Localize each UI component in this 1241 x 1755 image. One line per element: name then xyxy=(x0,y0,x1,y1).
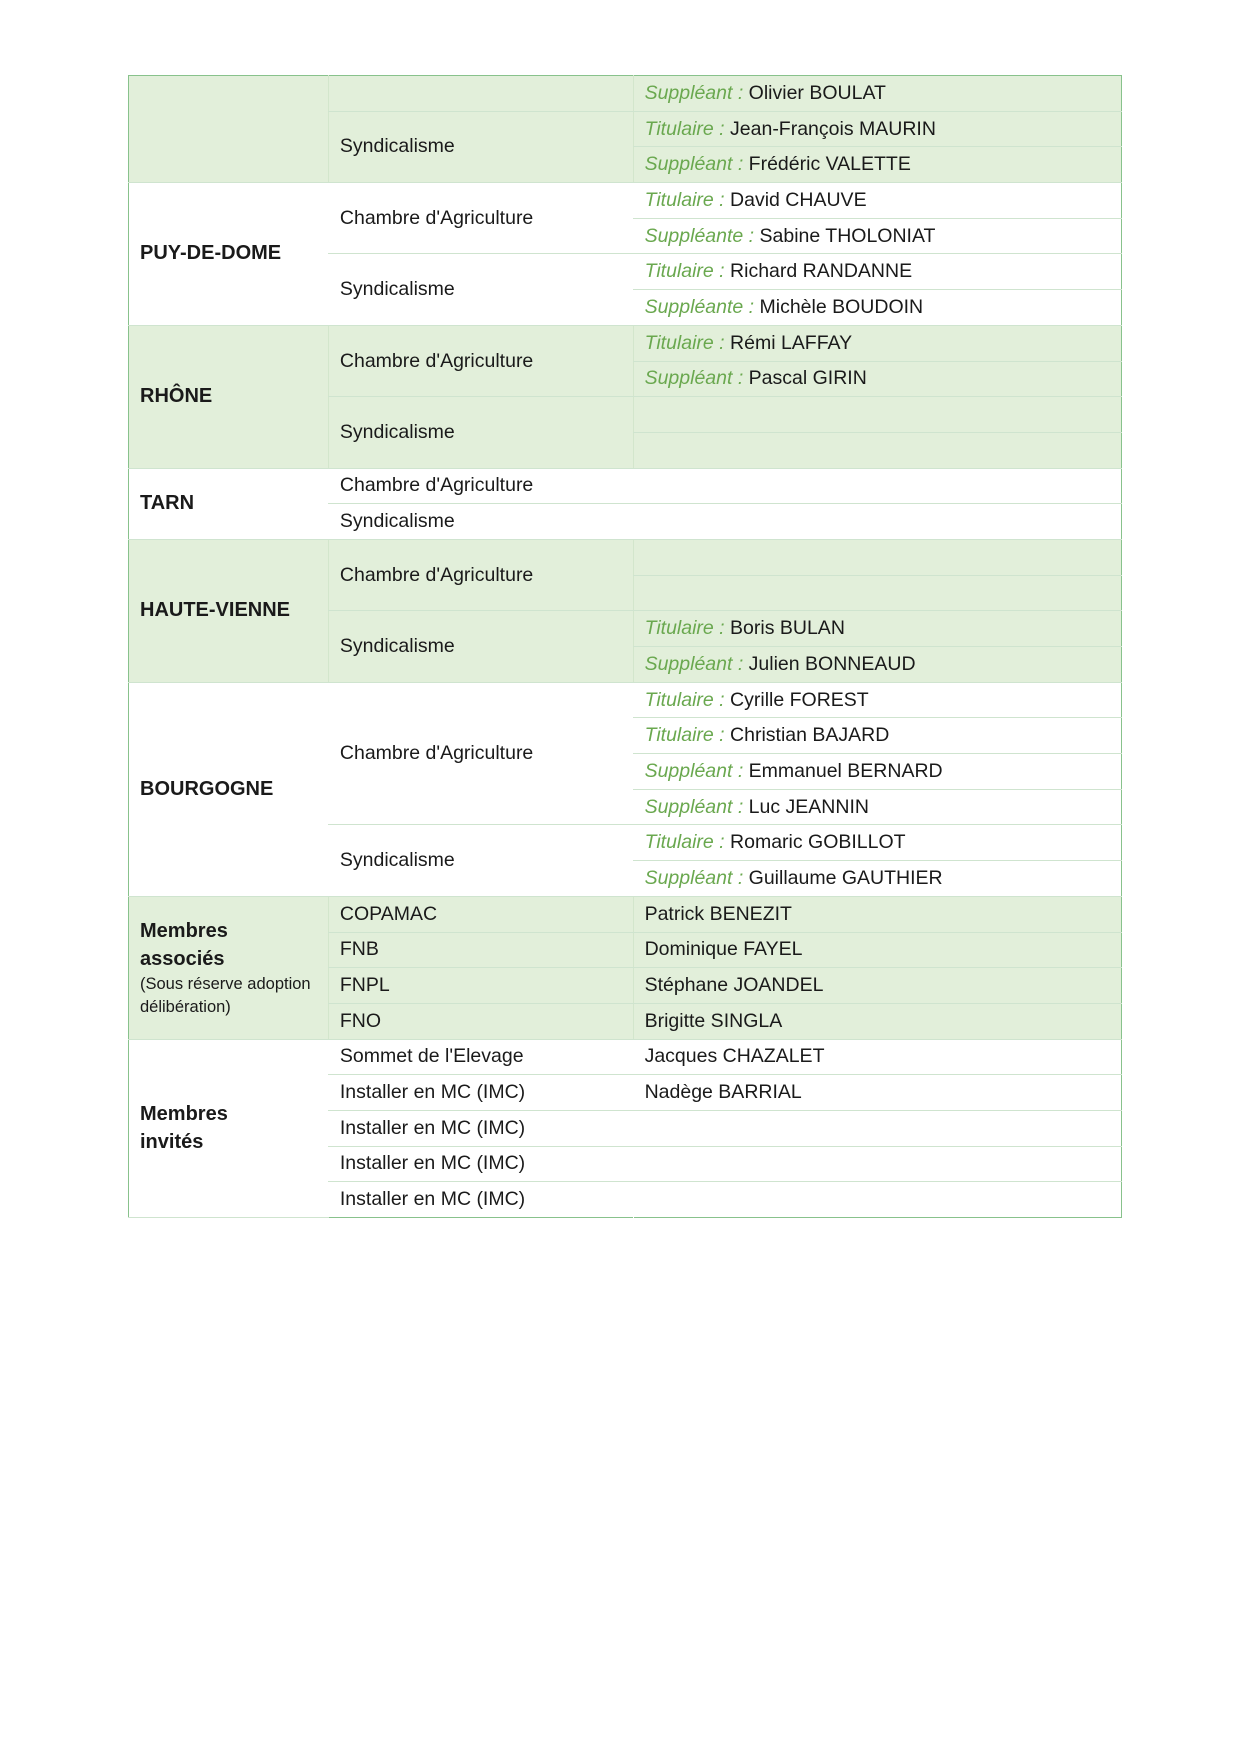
role-label: Titulaire : xyxy=(644,688,725,711)
member-cell xyxy=(633,682,1121,718)
body-cell: Syndicalisme xyxy=(328,111,633,182)
role-label: Titulaire : xyxy=(644,260,725,283)
role-label: Suppléante : xyxy=(644,224,755,247)
member-name xyxy=(633,1182,1121,1218)
role-label: Suppléant : xyxy=(644,866,744,889)
role-label: Titulaire : xyxy=(644,831,725,854)
member-name: Pascal GIRIN xyxy=(748,367,867,390)
member-name xyxy=(633,1146,1121,1182)
member-cell xyxy=(633,861,1121,897)
role-label: Suppléant : xyxy=(644,153,744,176)
member-cell xyxy=(633,611,1121,647)
role-label: Suppléant : xyxy=(644,367,744,390)
dept-puy-de-dome: PUY-DE-DOME xyxy=(129,183,329,326)
table-row xyxy=(129,183,1122,219)
dept-label-line: invités xyxy=(140,1131,204,1154)
org-cell: COPAMAC xyxy=(328,896,633,932)
body-cell: Chambre d'Agriculture xyxy=(328,183,633,254)
member-name: Olivier BOULAT xyxy=(748,81,886,104)
member-name: Dominique FAYEL xyxy=(633,932,1121,968)
member-name: David CHAUVE xyxy=(730,188,867,211)
member-cell-empty xyxy=(633,575,1121,611)
body-cell: Chambre d'Agriculture xyxy=(328,682,633,825)
member-name xyxy=(633,1110,1121,1146)
member-cell-empty xyxy=(633,539,1121,575)
member-cell xyxy=(633,825,1121,861)
member-cell-empty xyxy=(633,504,1121,540)
dept-membres-invites xyxy=(129,1039,329,1217)
dept-label-line: Membres xyxy=(140,1103,228,1126)
member-cell xyxy=(633,325,1121,361)
table-row xyxy=(129,325,1122,361)
body-cell: Syndicalisme xyxy=(328,825,633,896)
member-cell xyxy=(633,361,1121,397)
org-cell: FNB xyxy=(328,932,633,968)
role-label: Suppléant : xyxy=(644,652,744,675)
org-cell: Installer en MC (IMC) xyxy=(328,1075,633,1111)
member-name: Sabine THOLONIAT xyxy=(759,224,936,247)
member-cell xyxy=(633,147,1121,183)
dept-membres-associes xyxy=(129,896,329,1039)
member-name: Luc JEANNIN xyxy=(748,795,869,818)
member-cell xyxy=(633,718,1121,754)
member-cell-empty xyxy=(633,397,1121,433)
member-cell xyxy=(633,183,1121,219)
role-label: Titulaire : xyxy=(644,724,725,747)
member-name: Richard RANDANNE xyxy=(730,260,913,283)
member-name: Emmanuel BERNARD xyxy=(748,759,943,782)
member-cell xyxy=(633,76,1121,112)
dept-haute-vienne: HAUTE-VIENNE xyxy=(129,539,329,682)
member-cell-empty xyxy=(633,468,1121,504)
table-row xyxy=(129,896,1122,932)
table-row xyxy=(129,1039,1122,1075)
role-label: Titulaire : xyxy=(644,188,725,211)
member-name: Christian BAJARD xyxy=(730,724,890,747)
body-cell: Syndicalisme xyxy=(328,254,633,325)
member-name: Cyrille FOREST xyxy=(730,688,869,711)
member-name: Jean-François MAURIN xyxy=(730,117,936,140)
member-name: Boris BULAN xyxy=(730,617,845,640)
org-cell: FNO xyxy=(328,1003,633,1039)
role-label: Titulaire : xyxy=(644,117,725,140)
body-cell: Syndicalisme xyxy=(328,611,633,682)
member-name: Michèle BOUDOIN xyxy=(759,295,924,318)
dept-label-line: Membres xyxy=(140,919,228,942)
role-label: Suppléant : xyxy=(644,81,744,104)
member-name: Nadège BARRIAL xyxy=(633,1075,1121,1111)
member-name: Rémi LAFFAY xyxy=(730,331,853,354)
dept-note: (Sous réserve adoption délibération) xyxy=(140,974,311,1016)
body-cell: Chambre d'Agriculture xyxy=(328,325,633,396)
role-label: Suppléant : xyxy=(644,759,744,782)
member-name: Patrick BENEZIT xyxy=(633,896,1121,932)
member-cell xyxy=(633,754,1121,790)
dept-bourgogne: BOURGOGNE xyxy=(129,682,329,896)
member-cell xyxy=(633,111,1121,147)
member-name: Romaric GOBILLOT xyxy=(730,831,906,854)
member-cell xyxy=(633,647,1121,683)
org-cell: Installer en MC (IMC) xyxy=(328,1110,633,1146)
role-label: Titulaire : xyxy=(644,617,725,640)
body-cell: Syndicalisme xyxy=(328,397,633,468)
member-name: Julien BONNEAUD xyxy=(748,652,916,675)
member-name: Brigitte SINGLA xyxy=(633,1003,1121,1039)
table-row xyxy=(129,682,1122,718)
body-cell: Chambre d'Agriculture xyxy=(328,468,633,504)
dept-label-line: associés xyxy=(140,947,225,970)
org-cell: Installer en MC (IMC) xyxy=(328,1182,633,1218)
body-cell-empty xyxy=(328,76,633,112)
dept-cell-continued xyxy=(129,76,329,183)
dept-rhone: RHÔNE xyxy=(129,325,329,468)
org-cell: Sommet de l'Elevage xyxy=(328,1039,633,1075)
member-cell xyxy=(633,789,1121,825)
role-label: Suppléant : xyxy=(644,795,744,818)
member-name: Guillaume GAUTHIER xyxy=(748,866,943,889)
body-cell: Syndicalisme xyxy=(328,504,633,540)
member-cell-empty xyxy=(633,432,1121,468)
role-label: Suppléante : xyxy=(644,295,755,318)
table-row xyxy=(129,539,1122,575)
table-row xyxy=(129,76,1122,112)
member-name: Jacques CHAZALET xyxy=(633,1039,1121,1075)
members-table xyxy=(128,75,1122,1218)
member-cell xyxy=(633,218,1121,254)
org-cell: Installer en MC (IMC) xyxy=(328,1146,633,1182)
member-name: Frédéric VALETTE xyxy=(748,153,911,176)
role-label: Titulaire : xyxy=(644,331,725,354)
table-row xyxy=(129,468,1122,504)
dept-tarn: TARN xyxy=(129,468,329,539)
member-cell xyxy=(633,254,1121,290)
member-cell xyxy=(633,290,1121,326)
body-cell: Chambre d'Agriculture xyxy=(328,539,633,610)
org-cell: FNPL xyxy=(328,968,633,1004)
member-name: Stéphane JOANDEL xyxy=(633,968,1121,1004)
